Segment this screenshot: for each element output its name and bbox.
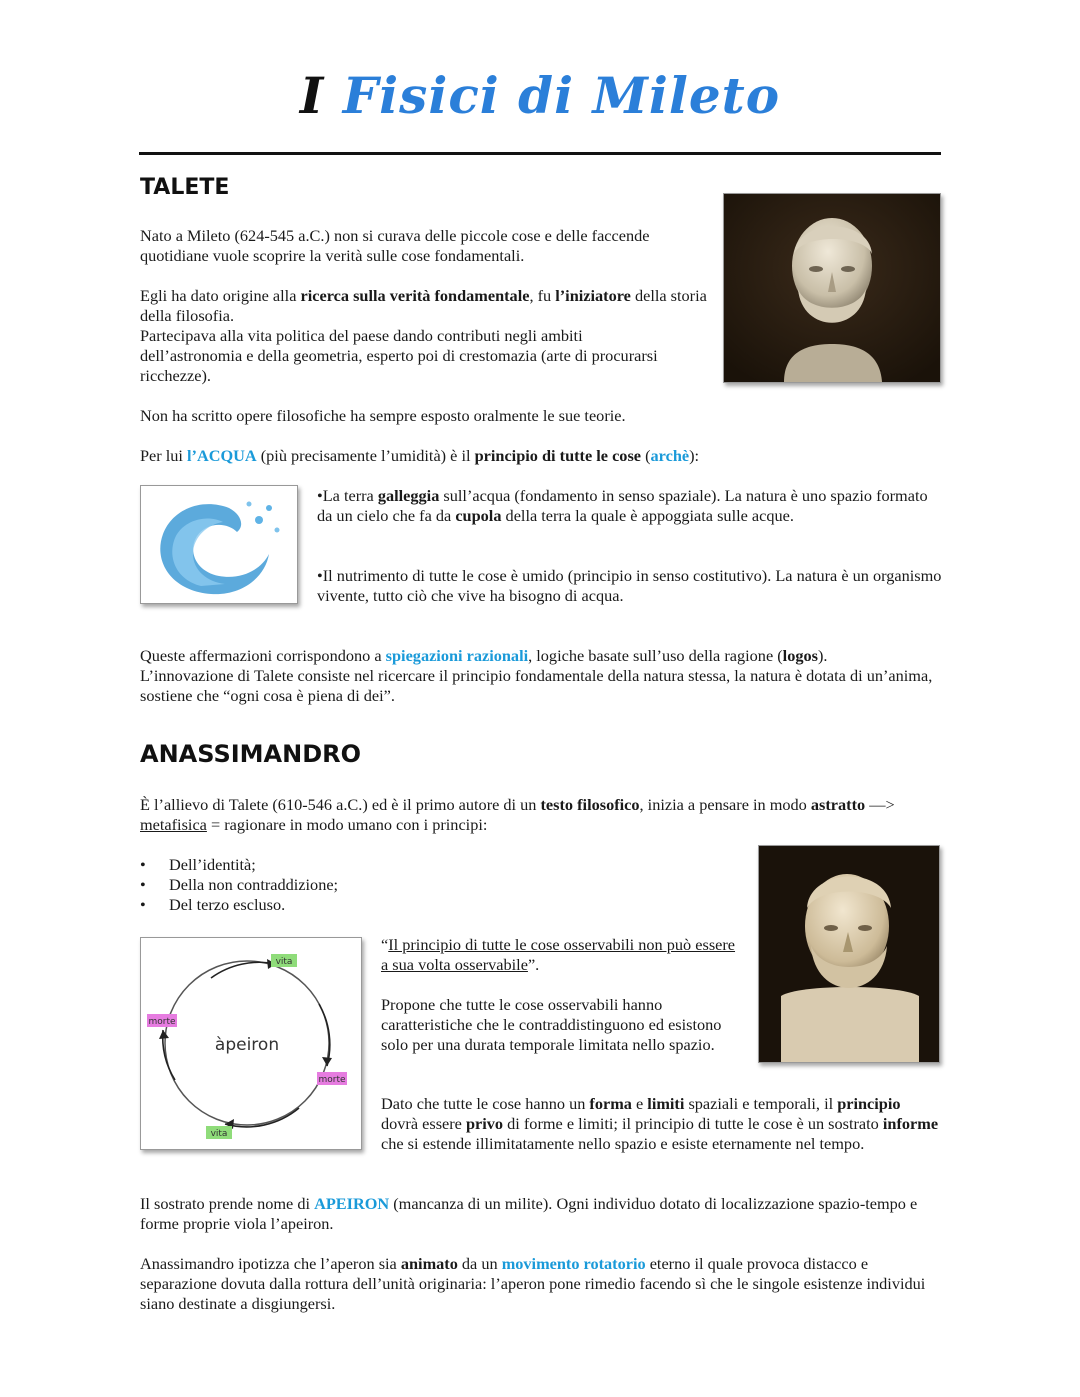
talete-point-nourishment: •Il nutrimento di tutte le cose è umido (principio in senso costitutivo). La natura è un organismo vivente, tutto ciò che vive ha bisogno di acqua. (317, 566, 942, 605)
title-divider (139, 152, 941, 155)
label-vita-top: vita (275, 957, 293, 967)
anassimandro-quote: “Il principio di tutte le cose osservabili non può essere a sua volta osservabile”. (381, 935, 736, 974)
label-morte-left: morte (148, 1017, 176, 1027)
anassimandro-rotation: Anassimandro ipotizza che l’aperon sia animato da un movimento rotatorio eterno il quale provoca distacco e separazione dovuta dalla rottura dell’unità originaria: l’aperon pone rimedio facendo sì che le singole esistenze individui siano destinate a disgiungersi. (140, 1254, 926, 1313)
label-morte-right: morte (318, 1075, 346, 1085)
anassimandro-apeiron: Il sostrato prende nome di APEIRON (mancanza di un milite). Ogni individuo dotato di localizzazione spazio-tempo e forme proprie viola l’apeiron. (140, 1194, 918, 1233)
talete-bust-image (723, 193, 941, 383)
anassimandro-observable: Propone che tutte le cose osservabili hanno caratteristiche che le contraddistinguono ed esistono solo per una durata temporale limitata nello spazio. (381, 995, 722, 1054)
label-vita-bottom: vita (210, 1129, 228, 1139)
talete-point-floating: •La terra galleggia sull’acqua (fondamento in senso spaziale). La natura è uno spazio formato da un cielo che fa da cupola della terra la quale è appoggiata sulle acque. (317, 486, 928, 525)
talete-water-principle: Per lui l’ACQUA (più precisamente l’umidità) è il principio di tutte le cose (archè): (140, 446, 700, 465)
talete-intro: Nato a Mileto (624-545 a.C.) non si curava delle piccole cose e delle faccende quotidiane vuole scoprire la verità sulle cose fondamentali. (140, 226, 650, 265)
list-item: • Della non contraddizione; (140, 875, 540, 895)
talete-innovation: L’innovazione di Talete consiste nel ricercare il principio fondamentale della natura stessa, la natura è dotata di un’anima, sostiene che “ogni cosa è piena di dei”. (140, 666, 933, 705)
list-item: • Del terzo escluso. (140, 895, 540, 915)
cycle-diagram-svg (141, 938, 361, 1149)
water-wave-illustration (141, 486, 297, 603)
section-heading-anassimandro: ANASSIMANDRO (140, 740, 362, 768)
principles-list (140, 855, 540, 915)
anassimandro-bust-image (758, 845, 940, 1063)
anassimandro-intro: È l’allievo di Talete (610-546 a.C.) ed è il primo autore di un testo filosofico, inizia a pensare in modo astratto —> metafisica = ragionare in modo umano con i principi: (140, 795, 895, 834)
bust-illustration (724, 194, 940, 382)
bust-illustration (759, 846, 939, 1062)
label-apeiron: àpeiron (214, 1035, 280, 1055)
water-wave-image (140, 485, 298, 604)
page-title: I Fisici di Mileto (299, 66, 781, 125)
talete-oral: Non ha scritto opere filosofiche ha sempre esposto oralmente le sue teorie. (140, 406, 626, 425)
anassimandro-form-limits: Dato che tutte le cose hanno un forma e limiti spaziali e temporali, il principio dovrà essere privo di forme e limiti; il principio di tutte le cose è un sostrato informe che si estende illimitatamente nello spazio e esiste eternamente nel tempo. (381, 1094, 939, 1153)
talete-origin: Egli ha dato origine alla ricerca sulla verità fondamentale, fu l’iniziatore della storia della filosofia. (140, 286, 707, 325)
list-item: • Dell’identità; (140, 855, 540, 875)
talete-rational-explanations: Queste affermazioni corrispondono a spiegazioni razionali, logiche basate sull’uso della ragione (logos). (140, 646, 828, 665)
apeiron-cycle-diagram (140, 937, 362, 1150)
talete-politics: Partecipava alla vita politica del paese dando contributi negli ambiti dell’astronomia e della geometria, esperto poi di crestomazia (arte di procurarsi ricchezze). (140, 326, 658, 385)
section-heading-talete: TALETE (140, 175, 230, 200)
